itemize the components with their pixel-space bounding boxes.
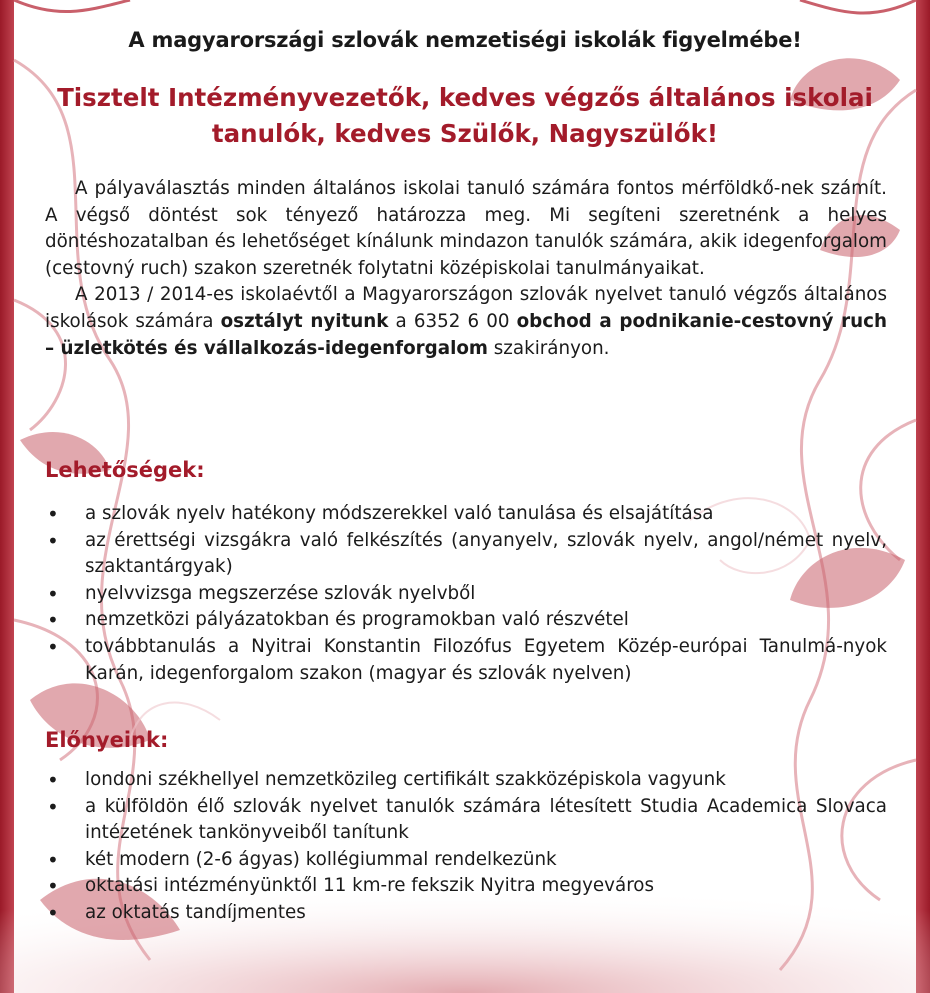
salutation bbox=[40, 80, 890, 152]
intro-p2-part-c: szakirányon. bbox=[487, 337, 610, 359]
list-item: • az érettségi vizsgákra való felkészítés (anyanyelv, szlovák nyelv, angol/német nyelv, szaktantárgyak) bbox=[45, 528, 887, 581]
list-item: • nemzetközi pályázatokban és programokban való részvétel bbox=[45, 607, 887, 634]
salutation-line-2: tanulók, kedves Szülők, Nagyszülők! bbox=[211, 119, 719, 148]
list-item: • nyelvvizsga megszerzése szlovák nyelvből bbox=[45, 581, 887, 608]
list-item: • oktatási intézményünktől 11 km-re fekszik Nyitra megyeváros bbox=[45, 873, 887, 900]
salutation-line-1: Tisztelt Intézményvezetők, kedves végzős általános iskolai bbox=[57, 83, 873, 112]
intro-paragraph-2 bbox=[45, 282, 887, 362]
opportunities-title: Lehetőségek: bbox=[45, 458, 205, 482]
intro-p2-bold-program: obchod a podnikanie-cestovný ruch – üzletkötés és vállalkozás-idegenforgalom bbox=[45, 310, 887, 359]
list-item: • a külföldön élő szlovák nyelvet tanulók számára létesített Studia Academica Slovaca intézetének tankönyveiből tanítunk bbox=[45, 794, 887, 847]
list-item: • londoni székhellyel nemzetközileg certifikált szakközépiskola vagyunk bbox=[45, 767, 887, 794]
list-item: • továbbtanulás a Nyitrai Konstantin Filozófus Egyetem Közép-európai Tanulmá-nyok Karán, idegenforgalom szakon (magyar és szlovák nyelven) bbox=[45, 634, 887, 687]
intro-p2-part-a: A 2013 / 2014-es iskolaévtől a Magyarországon szlovák nyelvet tanuló végzős általános iskolások számára bbox=[45, 284, 887, 332]
intro-p2-part-b: a 6352 6 00 bbox=[388, 310, 517, 332]
opportunities-list bbox=[45, 501, 887, 687]
intro-paragraph-1: A pályaválasztás minden általános iskolai tanuló számára fontos mérföldkő-nek számít. A végső döntést sok tényező határozza meg. Mi segíteni szeretnénk a helyes döntéshozatalban és lehetőséget kínálunk mindazon tanulók számára, akik idegenforgalom (cestovný ruch) szakon szeretnék folytatni középiskolai tanulmányaikat. bbox=[45, 178, 887, 279]
intro-p2-bold-class: osztályt nyitunk bbox=[220, 310, 389, 332]
list-item: • az oktatás tandíjmentes bbox=[45, 900, 887, 927]
advantages-title: Előnyeink: bbox=[45, 728, 169, 752]
intro-text bbox=[45, 176, 887, 362]
list-item: • a szlovák nyelv hatékony módszerekkel való tanulása és elsajátítása bbox=[45, 501, 887, 528]
list-item: • két modern (2-6 ágyas) kollégiummal rendelkezünk bbox=[45, 847, 887, 874]
advantages-list bbox=[45, 767, 887, 927]
headline: A magyarországi szlovák nemzetiségi iskolák figyelmébe! bbox=[128, 28, 802, 52]
